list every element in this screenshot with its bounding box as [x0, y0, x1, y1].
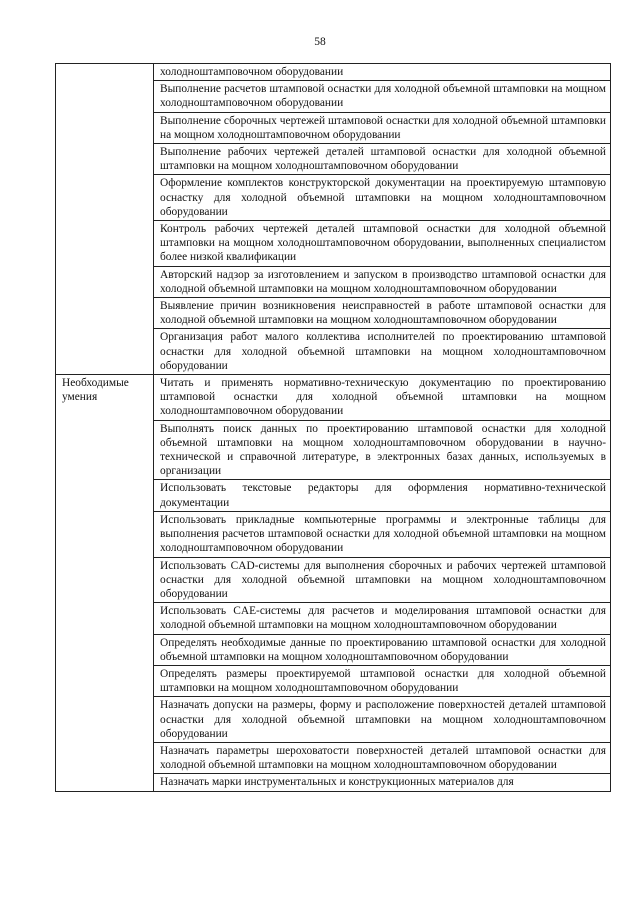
skill-item: Назначать марки инструментальных и конструкционных материалов для	[154, 774, 611, 791]
table-row	[56, 64, 611, 81]
skills-label: Необходимые умения	[56, 375, 154, 791]
knowledge-item: Контроль рабочих чертежей деталей штамповой оснастки для холодной объемной штамповки на мощном холодноштамповочном оборудовании, выполненных специалистом более низкой квалификации	[154, 221, 611, 267]
knowledge-item: Оформление комплектов конструкторской документации на проектируемую штамповую оснастку для холодной объемной штамповки на мощном холодноштамповочном оборудовании	[154, 175, 611, 221]
knowledge-item: Выполнение рабочих чертежей деталей штамповой оснастки для холодной объемной штамповки на мощном холодноштамповочном оборудовании	[154, 144, 611, 175]
knowledge-item: холодноштамповочном оборудовании	[154, 64, 611, 81]
skill-item: Назначать допуски на размеры, форму и расположение поверхностей деталей штамповой оснастки для холодной объемной штамповки на мощном холодноштамповочном оборудовании	[154, 697, 611, 743]
knowledge-item: Организация работ малого коллектива исполнителей по проектированию штамповой оснастки для холодной объемной штамповки на мощном холодноштамповочном оборудовании	[154, 329, 611, 375]
competency-table	[55, 63, 611, 792]
skill-item: Использовать прикладные компьютерные программы и электронные таблицы для выполнения расчетов штамповой оснастки для холодной объемной штамповки на мощном холодноштамповочном оборудовании	[154, 511, 611, 557]
skill-item: Определять размеры проектируемой штамповой оснастки для холодной объемной штамповки на мощном холодноштамповочном оборудовании	[154, 665, 611, 696]
skill-item: Назначать параметры шероховатости поверхностей деталей штамповой оснастки для холодной объемной штамповки на мощном холодноштамповочном оборудовании	[154, 742, 611, 773]
table-row	[56, 375, 611, 421]
blank-label-cell	[56, 64, 154, 375]
page-number: 58	[314, 36, 326, 48]
knowledge-item: Авторский надзор за изготовлением и запуском в производство штамповой оснастки для холодной объемной штамповки на мощном холодноштамповочном оборудовании	[154, 266, 611, 297]
skill-item: Использовать CAE-системы для расчетов и моделирования штамповой оснастки для холодной объемной штамповки на мощном холодноштамповочном оборудовании	[154, 603, 611, 634]
knowledge-item: Выполнение расчетов штамповой оснастки для холодной объемной штамповки на мощном холодноштамповочном оборудовании	[154, 81, 611, 112]
skill-item: Читать и применять нормативно-техническую документацию по проектированию штамповой оснастки для холодной объемной штамповки на мощном холодноштамповочном оборудовании	[154, 375, 611, 421]
knowledge-item: Выявление причин возникновения неисправностей в работе штамповой оснастки для холодной объемной штамповки на мощном холодноштамповочном оборудовании	[154, 298, 611, 329]
skill-item: Определять необходимые данные по проектированию штамповой оснастки для холодной объемной штамповки на мощном холодноштамповочном оборудовании	[154, 634, 611, 665]
skill-item: Использовать текстовые редакторы для оформления нормативно-технической документации	[154, 480, 611, 511]
skill-item: Выполнять поиск данных по проектированию штамповой оснастки для холодной объемной штамповки на мощном холодноштамповочном оборудовании в научно-технической и справочной литературе, в электронных базах данных, используемых в организации	[154, 420, 611, 480]
skill-item: Использовать CAD-системы для выполнения сборочных и рабочих чертежей штамповой оснастки для холодной объемной штамповки на мощном холодноштамповочном оборудовании	[154, 557, 611, 603]
knowledge-item: Выполнение сборочных чертежей штамповой оснастки для холодной объемной штамповки на мощном холодноштамповочном оборудовании	[154, 112, 611, 143]
